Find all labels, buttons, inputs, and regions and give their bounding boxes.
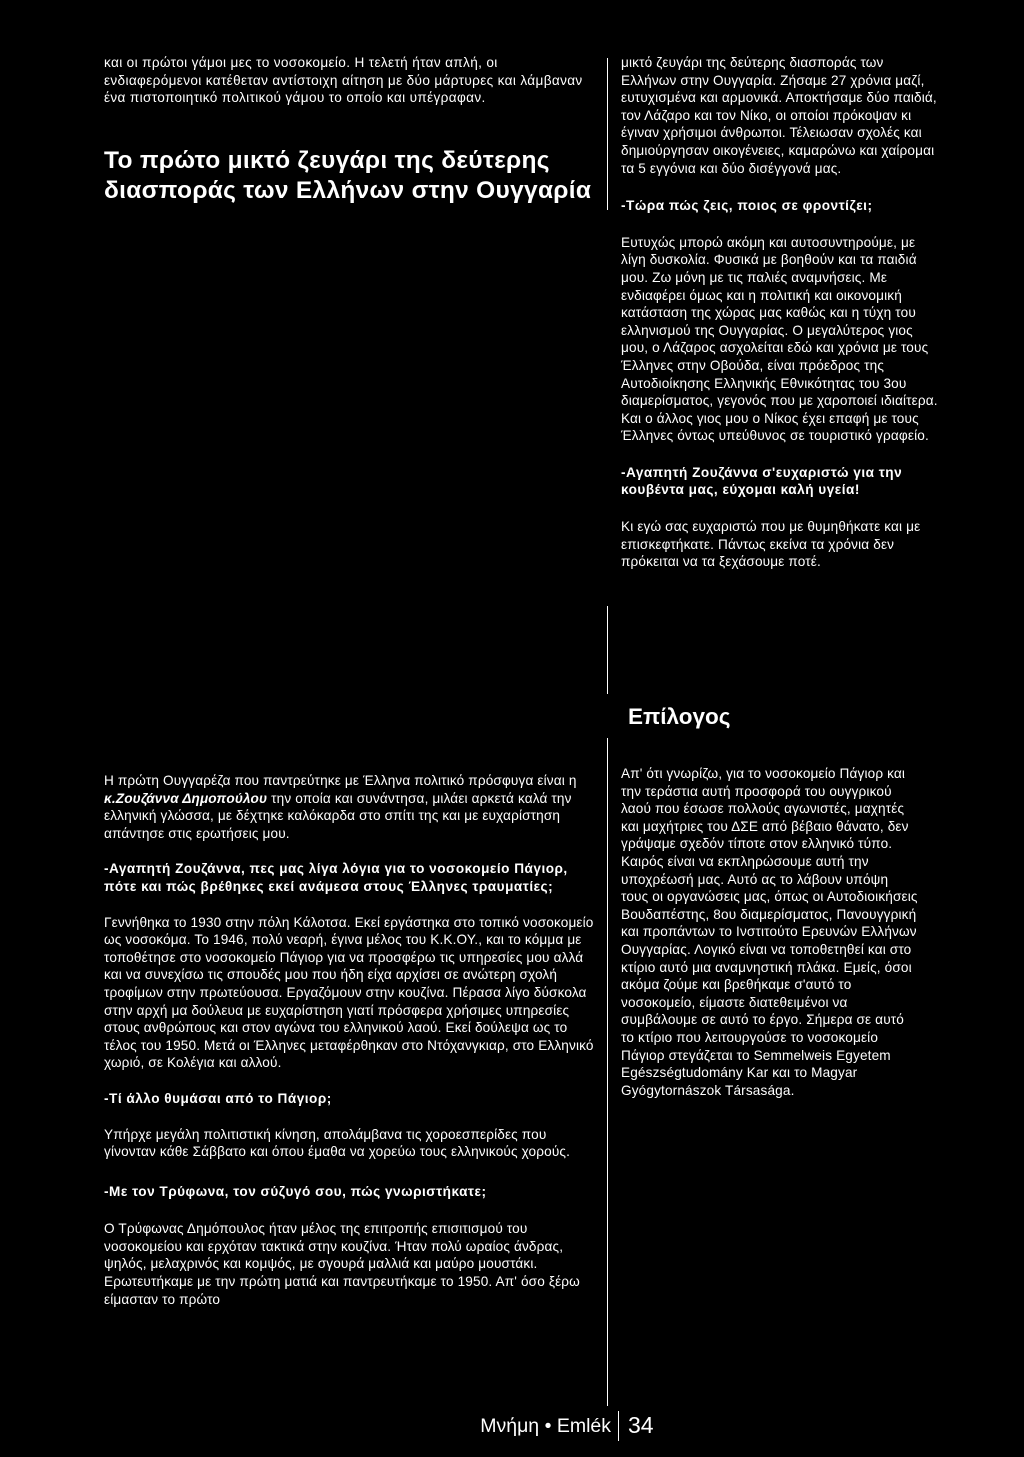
answer-what-else: Υπήρχε μεγάλη πολιτιστική κίνηση, απολάμβανα τις χοροεσπερίδες που γίνονταν κάθε Σάββατο και όπου έμαθα να χορεύω τους ελληνικούς χορούς. xyxy=(104,1126,571,1160)
interviewee-name: κ.Ζουζάννα Δημοπούλου xyxy=(104,790,268,806)
epilogue-text: Απ' ότι γνωρίζω, για το νοσοκομείο Πάγιορ και την τεράστια αυτή προσφορά του ουγγρικού λαού που έσωσε πολλούς αγωνιστές, μαχητές και μαχήτριες του ΔΣΕ από βέβαιο θάνατο, δεν γράψαμε σχεδόν τίποτε στον ελληνικό τύπο. Καιρός είναι να εκπληρώσουμε αυτή την υποχρέωσή μας. Αυτό ας το λάβουν υπόψη τους οι οργανώσεις μας, όπως οι Αυτοδιοικήσεις Βουδαπέστης, 8ου διαμερίσματος, Πανουγγρική και προπάντων το Ινστιτούτο Ερευνών Ελλήνων Ουγγαρίας. Λογικό είναι να τοποθετηθεί και στο κτίριο αυτό μια αναμνηστική πλάκα. Εμείς, όσοι ακόμα ζούμε και βρεθήκαμε σ'αυτό το νοσοκομείο, είμαστε διατεθειμένοι να συμβάλουμε σε αυτό το έργο. Σήμερα σε αυτό το κτίριο που λειτουργούσε το νοσοκομείο Πάγιορ στεγάζεται το Semmelweis Egyetem Egészségtudomány Kar και το Magyar Gyógytornászok Társasága. xyxy=(621,766,918,1098)
intro-text-end: την οποία και συνάντησα, μιλάει αρκετά καλά την ελληνική γλώσσα, με δέχτηκε καλόκαρδα στο σπίτι της και με ευχαρίστηση απάντησε στις ερωτήσεις μου. xyxy=(104,790,572,841)
right-paragraph-1: μικτό ζευγάρι της δεύτερης διασποράς των Ελλήνων στην Ουγγαρία. Ζήσαμε 27 χρόνια μαζί, ευτυχισμένα και αρμονικά. Αποκτήσαμε δύο παιδιά, τον Λάζαρο και τον Νίκο, οι οποίοι πρόκοψαν κι έγιναν χρήσιμοι άνθρωποι. Τέλειωσαν σχολές και δημιούργησαν οικογένειες, καμαρώνω και χαίρομαι τα 5 εγγόνια και δύο δισέγγονά μας. xyxy=(621,55,937,176)
page-number: 34 xyxy=(628,1412,654,1438)
column-divider-top xyxy=(607,58,608,210)
interview-intro xyxy=(104,772,598,842)
question-husband: -Με τον Τρύφωνα, τον σύζυγό σου, πώς γνωριστήκατε; xyxy=(104,1183,487,1199)
left-top-column xyxy=(104,54,596,107)
closing-thanks: -Αγαπητή Ζουζάννα σ'ευχαριστώ για την κουβέντα μας, εύχομαι καλή υγεία! xyxy=(621,464,903,498)
epilogue-heading: Επίλογος xyxy=(628,704,731,729)
question-pagyor-hospital: -Αγαπητή Ζουζάννα, πες μας λίγα λόγια για το νοσοκομείο Πάγιορ, πότε και πώς βρέθηκες εκεί ανάμεσα στους Έλληνες τραυματίες; xyxy=(104,861,568,894)
left-bottom-column xyxy=(104,772,598,1308)
right-top-column xyxy=(621,54,939,571)
column-divider-middle xyxy=(607,606,608,694)
column-divider-bottom xyxy=(607,738,608,1406)
question-how-do-you-live: -Τώρα πώς ζεις, ποιος σε φροντίζει; xyxy=(621,198,873,214)
answer-husband: Ο Τρύφωνας Δημόπουλος ήταν μέλος της επιτροπής επισιτισμού του νοσοκομείου και ερχόταν τακτικά στην κουζίνα. Ήταν πολύ ωραίος άνδρας, ψηλός, μελαχρινός και κομψός, με σγουρά μαλλιά και μαύρο μουστάκι. Ερωτευτήκαμε με την πρώτη ματιά και παντρευτήκαμε το 1950. Απ' όσο ξέρω είμασταν το πρώτο xyxy=(104,1221,580,1307)
right-paragraph-2: Ευτυχώς μπορώ ακόμη και αυτοσυντηρούμε, με λίγη δυσκολία. Φυσικά με βοηθούν και τα παιδιά μου. Ζω μόνη με τις παλιές αναμνήσεις. Με ενδιαφέρει όμως και η πολιτική και οικονομική κατάσταση της χώρας μας καθώς και η τύχη του ελληνισμού της Ουγγαρίας. Ο μεγαλύτερος γιος μου, ο Λάζαρος ασχολείται εδώ και χρόνια με τους Έλληνες στην Οβούδα, είναι πρόεδρος της Αυτοδιοίκησης Ελληνικής Εθνικότητας του 3ου διαμερίσματος, γεγονός που με χαροποιεί ιδιαίτερα. Και ο άλλος γιος μου ο Νίκος έχει επαφή με τους Έλληνες όντως υπεύθυνος σε τουριστικό γραφείο. xyxy=(621,234,938,444)
question-what-else: -Τί άλλο θυμάσαι από το Πάγιορ; xyxy=(104,1090,332,1106)
magazine-name: Μνήμη • Emlék xyxy=(480,1415,611,1437)
intro-text-start: Η πρώτη Ουγγαρέζα που παντρεύτηκε με Έλληνα πολιτικό πρόσφυγα είναι η xyxy=(104,773,577,788)
intro-paragraph: και οι πρώτοι γάμοι μες το νοσοκομείο. Η τελετή ήταν απλή, οι ενδιαφερόμενοι κατέθεταν αντίστοιχη αίτηση με δύο μάρτυρες και λάμβαναν ένα πιστοποιητικό πολιτικού γάμου το οποίο και υπέγραφαν. xyxy=(104,55,583,106)
epilogue-column xyxy=(621,765,919,1099)
footer-separator xyxy=(618,1411,619,1441)
article-title: Το πρώτο μικτό ζευγάρι της δεύτερης διασποράς των Ελλήνων στην Ουγγαρία xyxy=(104,147,592,204)
answer-pagyor-hospital: Γεννήθηκα το 1930 στην πόλη Κάλοτσα. Εκεί εργάστηκα στο τοπικό νοσοκομείο ως νοσοκόμα. Το 1946, πολύ νεαρή, έγινα μέλος του Κ.Κ.ΟΥ., και το κόμμα με τοποθέτησε στο νοσοκομείο Πάγιορ για να προσφέρω τις υπηρεσίες μου αλλά και να συνεχίσω τις σπουδές μου που ήδη είχα αρχίσει σε ανώτερη σχολή τροφίμων στην πρωτεύουσα. Εργαζόμουν στην κουζίνα. Πέρασα λίγο δύσκολα στην αρχή μα δούλευα με ευχαρίστηση γιατί πρόσφερα χρήσιμες υπηρεσίες στους ανθρώπους και στον αγώνα του ελληνικού λαού. Εκεί δούλεψα ως το τέλος του 1950. Μετά οι Έλληνες μεταφέρθηκαν στο Ντόχανγκιαρ, στο Ελληνικό χωριό, σε Κολέγια και αλλού. xyxy=(104,914,594,1071)
right-paragraph-3: Κι εγώ σας ευχαριστώ που με θυμηθήκατε και με επισκεφτήκατε. Πάντως εκείνα τα χρόνια δεν πρόκειται να τα ξεχάσουμε ποτέ. xyxy=(621,519,921,570)
